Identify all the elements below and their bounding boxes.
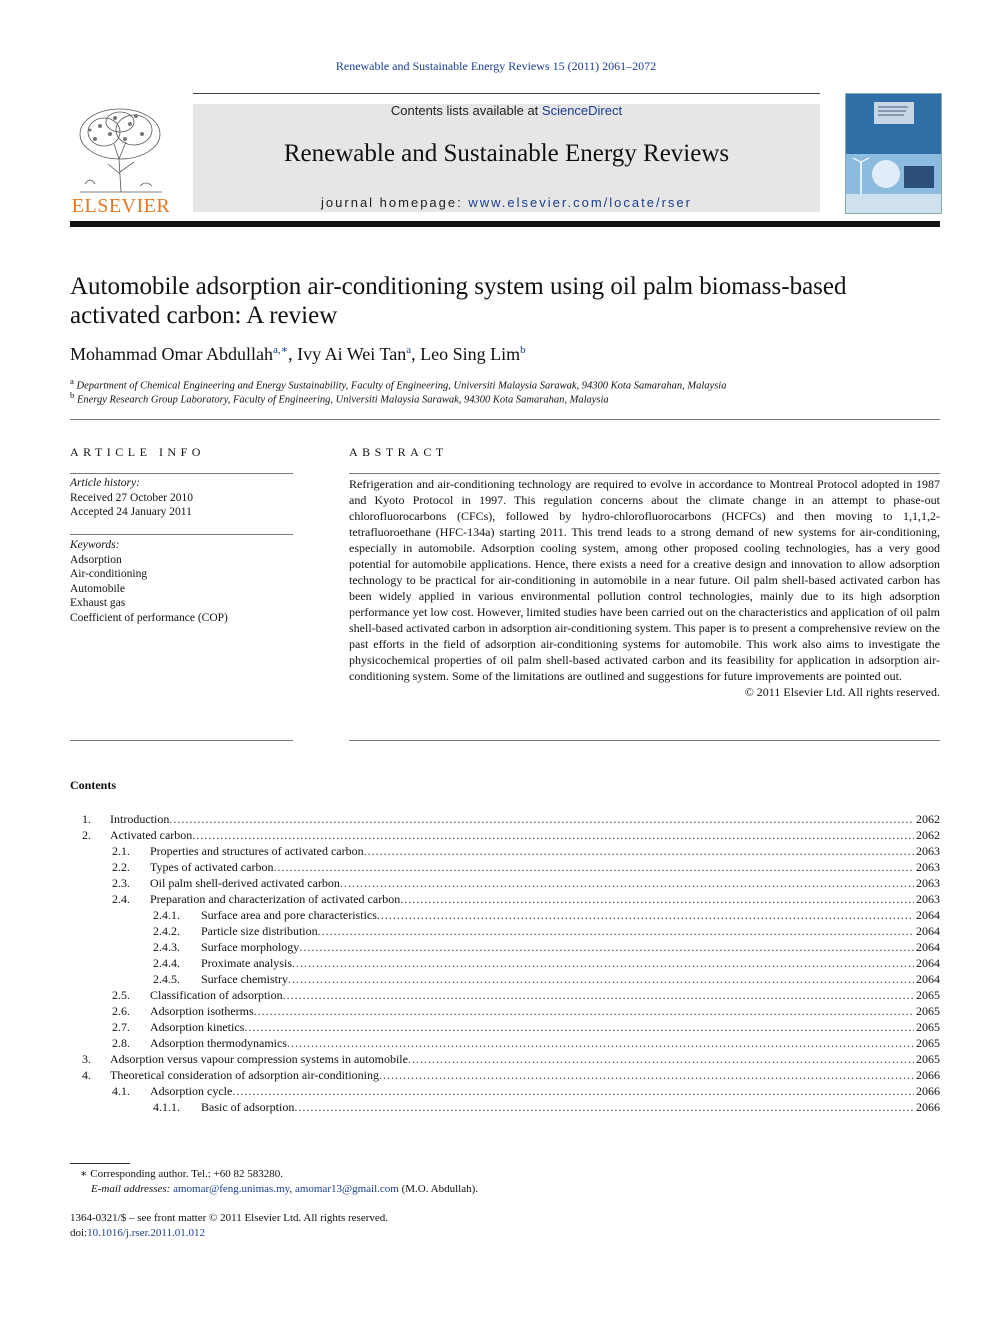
doi-label: doi: [70, 1227, 88, 1239]
history-label: Article history: [70, 477, 140, 489]
author-affil-mark[interactable]: a [406, 344, 412, 356]
toc-label: Activated carbon [110, 828, 193, 842]
toc-leader-dots [292, 955, 914, 971]
toc-leader-dots [254, 1003, 914, 1019]
abstract-rule [349, 740, 940, 741]
toc-leader-dots [400, 891, 914, 907]
keyword: Automobile [70, 582, 125, 595]
toc-number: 2.2. [112, 860, 130, 874]
received-date: Received 27 October 2010 [70, 491, 193, 504]
keyword: Air-conditioning [70, 568, 148, 580]
toc-entry[interactable] [70, 1051, 940, 1067]
table-of-contents [70, 811, 940, 1115]
keywords-label: Keywords: [70, 539, 120, 551]
email-note [91, 1182, 478, 1197]
toc-label-row [150, 843, 940, 859]
toc-number: 4. [82, 1068, 91, 1082]
toc-entry[interactable] [70, 843, 940, 859]
toc-entry[interactable] [70, 1035, 940, 1051]
corresponding-author-note: ∗ Corresponding author. Tel.: +60 82 583280. [80, 1168, 284, 1180]
toc-page: 2062 [916, 828, 940, 842]
author-list [70, 343, 940, 365]
toc-leader-dots [232, 1083, 914, 1099]
toc-number: 2.4.4. [153, 956, 180, 970]
toc-page: 2065 [916, 1052, 940, 1066]
affiliation-mark: a [70, 376, 74, 386]
toc-label: Particle size distribution [201, 924, 318, 938]
toc-entry[interactable] [70, 971, 940, 987]
email-label: E-mail addresses: [91, 1183, 171, 1195]
doi-link[interactable]: 10.1016/j.rser.2011.01.012 [87, 1227, 205, 1239]
contents-title: Contents [70, 778, 117, 792]
journal-homepage [193, 195, 820, 210]
toc-number: 2. [82, 828, 91, 842]
toc-leader-dots [273, 859, 914, 875]
toc-entry[interactable] [70, 923, 940, 939]
keywords-block [70, 538, 293, 625]
toc-label: Classification of adsorption [150, 988, 283, 1002]
toc-label-row [201, 971, 940, 987]
affiliation-mark: b [70, 390, 75, 400]
homepage-link[interactable]: www.elsevier.com/locate/rser [468, 195, 692, 210]
toc-page: 2064 [916, 908, 940, 922]
toc-entry[interactable] [70, 1083, 940, 1099]
doi-line [70, 1226, 205, 1241]
toc-label: Surface area and pore characteristics [201, 908, 377, 922]
toc-page: 2064 [916, 972, 940, 986]
contents-available-line [193, 103, 820, 118]
toc-entry[interactable] [70, 1067, 940, 1083]
toc-label-row [150, 1019, 940, 1035]
toc-number: 4.1. [112, 1084, 130, 1098]
email-link[interactable]: amomar@feng.unimas.my [173, 1183, 290, 1195]
toc-page: 2065 [916, 988, 940, 1002]
toc-number: 2.4.1. [153, 908, 180, 922]
keyword: Coefficient of performance (COP) [70, 611, 228, 624]
toc-label-row [150, 1083, 940, 1099]
toc-entry[interactable] [70, 875, 940, 891]
author-affil-mark[interactable]: b [520, 344, 526, 356]
toc-label: Adsorption kinetics [150, 1020, 245, 1034]
toc-number: 2.4. [112, 892, 130, 906]
journal-citation: Renewable and Sustainable Energy Reviews 15 (2011) 2061–2072 [335, 59, 657, 73]
toc-number: 3. [82, 1052, 91, 1066]
toc-number: 1. [82, 812, 91, 826]
footnote-rule [70, 1163, 130, 1164]
toc-number: 4.1.1. [153, 1100, 180, 1114]
elsevier-wordmark: ELSEVIER [71, 195, 171, 217]
toc-page: 2065 [916, 1036, 940, 1050]
toc-label-row [110, 811, 940, 827]
journal-name: Renewable and Sustainable Energy Reviews [283, 140, 730, 167]
toc-leader-dots [244, 1019, 914, 1035]
abstract-body [349, 476, 940, 700]
affiliation-text: Department of Chemical Engineering and Energy Sustainability, Faculty of Engineering, Universiti Malaysia Sarawak, 94300 Kota Samarahan, Malaysia [76, 380, 727, 392]
author-separator: , [288, 344, 298, 364]
toc-label: Surface morphology [201, 940, 300, 954]
toc-entry[interactable] [70, 891, 940, 907]
toc-page: 2063 [916, 876, 940, 890]
affiliation-b [70, 390, 940, 406]
toc-label: Properties and structures of activated carbon [150, 844, 364, 858]
toc-leader-dots [288, 971, 914, 987]
accepted-date: Accepted 24 January 2011 [70, 506, 192, 518]
toc-leader-dots [364, 843, 914, 859]
toc-page: 2066 [916, 1068, 940, 1082]
toc-page: 2063 [916, 844, 940, 858]
article-title: Automobile adsorption air-conditioning system using oil palm biomass-based activated carbon: A review [70, 273, 847, 329]
toc-entry[interactable] [70, 1003, 940, 1019]
toc-entry[interactable] [70, 955, 940, 971]
author-name: Ivy Ai Wei Tan [297, 344, 407, 364]
toc-leader-dots [379, 1067, 914, 1083]
toc-leader-dots [340, 875, 914, 891]
toc-label-row [110, 827, 940, 843]
toc-page: 2062 [916, 812, 940, 826]
keyword: Exhaust gas [70, 597, 126, 609]
sciencedirect-link[interactable]: ScienceDirect [541, 103, 623, 118]
toc-entry[interactable] [70, 907, 940, 923]
toc-page: 2064 [916, 956, 940, 970]
toc-number: 2.5. [112, 988, 130, 1002]
issn-line: 1364-0321/$ – see front matter © 2011 Elsevier Ltd. All rights reserved. [70, 1212, 389, 1224]
toc-number: 2.3. [112, 876, 130, 890]
toc-page: 2066 [916, 1100, 940, 1114]
toc-number: 2.4.3. [153, 940, 180, 954]
author-name: Mohammad Omar Abdullah [70, 344, 273, 364]
toc-page: 2064 [916, 924, 940, 938]
article-info-rule [70, 534, 293, 535]
toc-label: Preparation and characterization of activated carbon [150, 892, 401, 906]
toc-leader-dots [294, 1099, 914, 1115]
affiliation-text: Energy Research Group Laboratory, Faculty of Engineering, Universiti Malaysia Sarawak, 94300 Kota Samarahan, Malaysia [77, 394, 609, 406]
toc-number: 2.4.2. [153, 924, 180, 938]
toc-label-row [110, 1067, 940, 1083]
toc-leader-dots [192, 827, 914, 843]
toc-leader-dots [287, 1035, 914, 1051]
abstract-rule [349, 473, 940, 474]
toc-label: Oil palm shell-derived activated carbon [150, 876, 340, 890]
toc-entry[interactable] [70, 939, 940, 955]
toc-leader-dots [408, 1051, 914, 1067]
author-separator: , [411, 344, 421, 364]
toc-page: 2063 [916, 892, 940, 906]
article-info-heading: ARTICLE INFO [70, 445, 205, 459]
toc-label-row [150, 1003, 940, 1019]
toc-leader-dots [318, 923, 914, 939]
journal-cover-thumbnail [845, 93, 942, 214]
toc-label-row [201, 907, 940, 923]
email-separator: , [289, 1183, 295, 1195]
abstract-text: Refrigeration and air-conditioning technology are required to evolve in accordance to Montreal Protocol adopted in 1987 and Kyoto Protocol in 1997. This regulation concerns about the climate change in an attempt to phase-out chlorofluorocarbons (CFCs), followed by hydro-chlorofluorocarbons (HCFCs) and then moving to 1,1,1,2-tetrafluoroethane (HFC-134a) starting 2011. This trend leads to a strong demand of new systems for air-conditioning, especially in automobile. Adsorption cooling system, among other proposed cooling technologies, has a very good potential for automobile applications. Hence, there exists a need for a creative design and innovation to allow adsorption technology to be practical for air-conditioning in automobile in a near future. Oil palm shell-based activated carbon has been widely applied in various environmental pollution control technologies, mainly due to its high adsorption performance yet low cost. However, limited studies have been carried out on the characteristics and application of oil palm shell-based activated carbon in adsorption air-conditioning system. This paper is to present a comprehensive review on the past efforts in the field of adsorption air-conditioning systems for automobile. This work also aims to investigate the physicochemical properties of oil palm shell-based activated carbon and its feasibility for application in adsorption air-conditioning system. Some of the limitations are outlined and suggestions for future improvements are pointed out. [349, 477, 940, 683]
toc-number: 2.1. [112, 844, 130, 858]
author-affil-mark[interactable]: a,∗ [272, 344, 289, 356]
toc-number: 2.8. [112, 1036, 130, 1050]
toc-entry[interactable] [70, 1099, 940, 1115]
toc-label: Introduction [110, 812, 170, 826]
author-name: Leo Sing Lim [420, 344, 521, 364]
article-history [70, 476, 293, 520]
email-link[interactable]: amomar13@gmail.com [294, 1183, 399, 1195]
toc-label-row [150, 875, 940, 891]
toc-page: 2065 [916, 1020, 940, 1034]
abstract-copyright: © 2011 Elsevier Ltd. All rights reserved. [744, 685, 940, 699]
toc-label-row [150, 987, 940, 1003]
toc-number: 2.6. [112, 1004, 130, 1018]
toc-entry[interactable] [70, 1019, 940, 1035]
toc-label: Basic of adsorption [201, 1100, 295, 1114]
toc-label-row [201, 955, 940, 971]
toc-number: 2.7. [112, 1020, 130, 1034]
toc-label-row [201, 939, 940, 955]
article-info-rule [70, 473, 293, 474]
toc-leader-dots [169, 811, 914, 827]
toc-entry[interactable] [70, 811, 940, 827]
header-top-rule [193, 93, 820, 94]
toc-label-row [150, 891, 940, 907]
email-suffix: (M.O. Abdullah). [398, 1183, 478, 1195]
toc-label: Adsorption thermodynamics [150, 1036, 287, 1050]
toc-leader-dots [377, 907, 914, 923]
homepage-prefix: journal homepage: [321, 195, 469, 210]
toc-entry[interactable] [70, 859, 940, 875]
toc-label: Adsorption versus vapour compression systems in automobile [110, 1052, 408, 1066]
toc-leader-dots [283, 987, 914, 1003]
section-divider [70, 419, 940, 420]
toc-leader-dots [299, 939, 914, 955]
toc-entry[interactable] [70, 827, 940, 843]
abstract-heading: ABSTRACT [349, 445, 448, 459]
toc-page: 2063 [916, 860, 940, 874]
toc-label: Adsorption cycle [150, 1084, 233, 1098]
contents-prefix: Contents lists available at [390, 103, 542, 118]
toc-page: 2064 [916, 940, 940, 954]
keyword: Adsorption [70, 553, 122, 566]
toc-entry[interactable] [70, 987, 940, 1003]
header-bottom-rule [70, 221, 940, 227]
toc-label: Types of activated carbon [150, 860, 274, 874]
toc-label: Theoretical consideration of adsorption air-conditioning [110, 1068, 380, 1082]
toc-page: 2065 [916, 1004, 940, 1018]
toc-label-row [150, 1035, 940, 1051]
toc-label: Surface chemistry [201, 972, 288, 986]
toc-label-row [201, 1099, 940, 1115]
toc-label-row [110, 1051, 940, 1067]
toc-label-row [150, 859, 940, 875]
article-info-rule [70, 740, 293, 741]
toc-label-row [201, 923, 940, 939]
toc-page: 2066 [916, 1084, 940, 1098]
toc-label: Proximate analysis [201, 956, 292, 970]
toc-label: Adsorption isotherms [150, 1004, 254, 1018]
toc-number: 2.4.5. [153, 972, 180, 986]
